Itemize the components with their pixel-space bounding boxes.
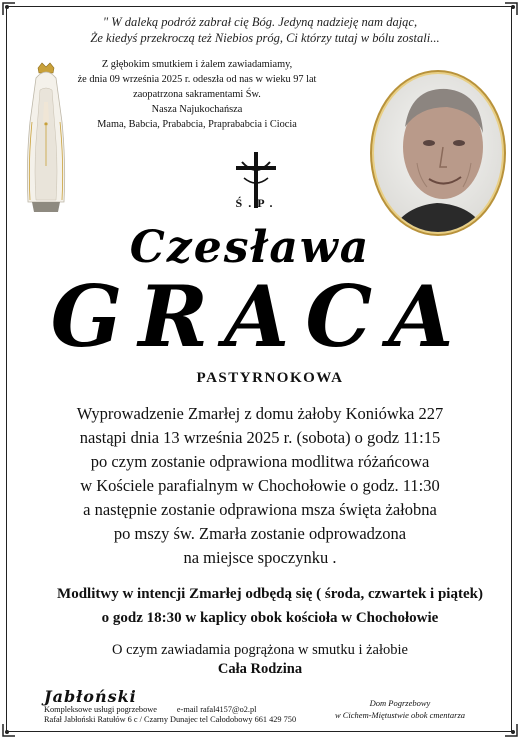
prayers-info [0, 582, 520, 630]
ceremony-line: w Kościele parafialnym w Chochołowie o godz. 11:30 [80, 476, 440, 495]
family-signature: Cała Rodzina [217, 661, 303, 677]
intro-line: Z głębokim smutkiem i żalem zawiadamiamy, [101, 59, 293, 70]
ceremony-line: po mszy św. Zmarła zostanie odprowadzona [113, 524, 407, 543]
sp-label: Ś.P. [235, 196, 279, 210]
deceased-surname: GRACA [50, 267, 470, 366]
funeral-home-info [44, 689, 314, 725]
madonna-statue-icon [18, 62, 74, 220]
ceremony-line: a następnie zostanie odprawiona msza święta żałobna [83, 500, 437, 519]
quote-line-1: " W daleką podróż zabrał cię Bóg. Jedyną nadzieję nam dając, [102, 15, 418, 29]
deceased-first-name: Czesława [129, 222, 371, 273]
funeral-home-brand: Jabłoński [44, 687, 137, 706]
ceremony-line: na miejsce spoczynku . [183, 548, 337, 567]
intro-line: że dnia 09 września 2025 r. odeszła od nas w wieku 97 lat [77, 74, 317, 85]
corner-ornament-icon [504, 723, 518, 737]
intro-line: Mama, Babcia, Prababcia, Praprababcia i Ciocia [97, 119, 297, 130]
deceased-portrait [367, 67, 509, 239]
deceased-maiden-name: PASTYRNOKOWA [196, 370, 344, 386]
funeral-home-email: e-mail rafal4157@o2.pl [176, 705, 257, 714]
ceremony-line: Wyprowadzenie Zmarłej z domu żałoby Koniówka 227 [76, 404, 444, 423]
prayers-line-1: Modlitwy w intencji Zmarłej odbędą się ( środa, czwartek i piątek) [57, 586, 483, 602]
prayers-line-2: o godz 18:30 w kaplicy obok kościoła w Chochołowie [101, 610, 439, 626]
ceremony-details [0, 402, 520, 570]
intro-line: zaopatrzona sakramentami Św. [133, 89, 261, 100]
notify-line: O czym zawiadamia pogrążona w smutku i żałobie [112, 642, 408, 658]
funeral-home-tagline: Kompleksowe usługi pogrzebowe [44, 705, 157, 714]
quote-line-2: Że kiedyś przekroczą też Niebios próg, Ci którzy tutaj w bólu zostali... [90, 31, 440, 45]
funeral-home-address: Rafał Jabłoński Ratułów 6 c / Czarny Dunajec tel Całodobowy 661 429 750 [44, 715, 297, 724]
funeral-home-name: Dom Pogrzebowy [369, 698, 431, 708]
intro-text [72, 57, 322, 132]
memorial-quote [0, 14, 520, 46]
corner-ornament-icon [2, 723, 16, 737]
funeral-home-location [318, 697, 482, 721]
funeral-home-place: w Cichem-Miętustwie obok cmentarza [334, 710, 466, 720]
notification-signature [0, 641, 520, 679]
ceremony-line: nastąpi dnia 13 września 2025 r. (sobota) o godz 11:15 [79, 428, 441, 447]
intro-line: Nasza Najukochańsza [151, 104, 243, 115]
ceremony-line: po czym zostanie odprawiona modlitwa różańcowa [90, 452, 430, 471]
